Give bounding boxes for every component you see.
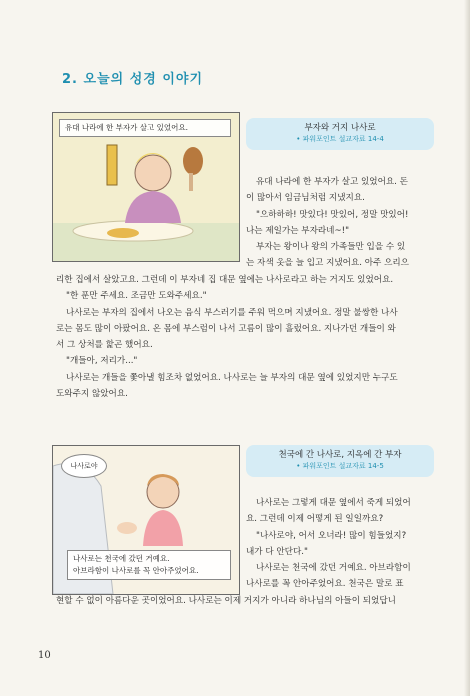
illustration-lazarus-heaven: [52, 445, 240, 595]
text-line: 요. 그런데 이제 어떻게 된 일일까요?: [246, 514, 384, 525]
text-line: 현할 수 없이 아름다운 곳이었어요. 나사로는 이제 거지가 아니라 하나님의 아들이 되었답니: [56, 596, 396, 606]
info-box-lazarus-heaven: [246, 445, 434, 477]
text-line: 나사로는 천국에 갔던 거예요. 아브라함이: [256, 563, 411, 574]
text-line: 리한 집에서 살았고요. 그런데 이 부자네 집 대문 옆에는 나사로라고 하는 거지도 있었어요.: [56, 275, 394, 285]
speech-bubble: 나사로야: [61, 454, 107, 478]
info-box-rich-man-and-lazarus: [246, 118, 434, 150]
info-box-title: 천국에 간 나사로, 지옥에 간 부자: [278, 450, 402, 460]
text-line: "개들아, 저리가...": [66, 356, 138, 367]
text-line: 내가 다 안단다.": [246, 546, 308, 557]
text-line: 나사로는 개들을 쫓아낼 힘조차 없었어요. 나사로는 늘 부자의 대문 옆에 있었지만 누구도: [66, 372, 398, 383]
text-line: 는 자색 옷을 늘 입고 지냈어요. 아주 으리으: [246, 258, 409, 269]
page-number: 10: [38, 650, 51, 661]
story1-full-text: [56, 272, 436, 402]
info-box-subtitle: • 파워포인트 설교자료 14-4: [296, 135, 384, 143]
text-line: "한 푼만 주세요. 조금만 도와주세요.": [66, 291, 207, 302]
text-line: 로는 몸도 많이 아팠어요. 온 몸에 부스럼이 나서 고름이 많이 흘렀어요. 지나가던 개들이 와: [56, 323, 396, 334]
section-title: 2. 오늘의 성경 이야기: [62, 72, 204, 87]
illustration-caption: [67, 550, 231, 580]
story2-column-text: [246, 495, 432, 593]
text-line: 나사로는 부자의 집에서 나오는 음식 부스러기를 주워 먹으며 지냈어요. 정말 불쌍한 나사: [66, 307, 398, 318]
text-line: 나사로는 그렇게 대문 옆에서 죽게 되었어: [256, 498, 411, 508]
text-line: "나사로야, 어서 오너라! 많이 힘들었지?: [256, 530, 407, 541]
text-line: 나는 제일가는 부자라네~!": [246, 225, 350, 236]
text-line: 서 그 상처를 핥곤 했어요.: [56, 340, 153, 351]
illustration-caption: 유대 나라에 한 부자가 살고 있었어요.: [59, 119, 231, 137]
illustration-rich-man: [52, 112, 240, 262]
text-line: 유대 나라에 한 부자가 살고 있었어요. 돈: [256, 177, 408, 187]
text-line: 나사로를 꼭 안아주었어요. 천국은 말로 표: [246, 579, 404, 590]
text-line: 도와주지 않았어요.: [56, 389, 128, 400]
caption-line: 나사로는 천국에 갔던 거예요.: [73, 554, 170, 563]
text-line: "으하하하! 맛있다! 맛있어, 정말 맛있어!: [256, 209, 409, 220]
text-line: 부자는 왕이나 왕의 가족들만 입을 수 있: [256, 242, 406, 253]
page-edge: [464, 0, 470, 696]
caption-line: 아브라함이 나사로를 꼭 안아주었어요.: [73, 566, 199, 575]
info-box-subtitle: • 파워포인트 설교자료 14-5: [296, 462, 384, 470]
story1-column-text: [246, 174, 432, 272]
info-box-title: 부자와 거지 나사로: [304, 123, 376, 133]
story2-full-text: [56, 593, 436, 609]
text-line: 이 많아서 임금님처럼 지냈지요.: [246, 193, 365, 204]
